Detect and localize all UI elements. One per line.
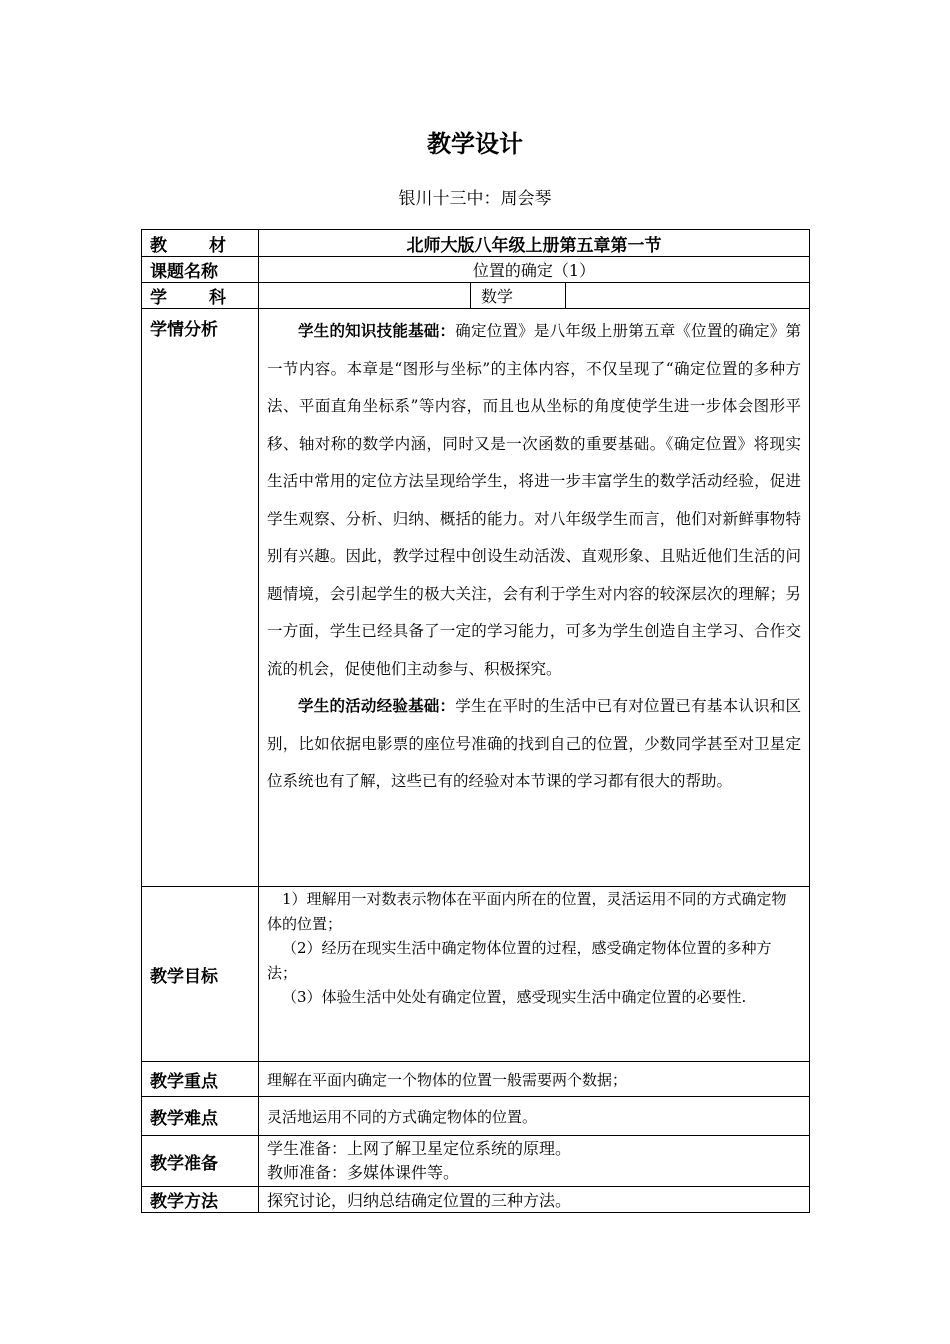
method-value: 探究讨论，归纳总结确定位置的三种方法。 xyxy=(259,1187,810,1213)
row-key-points xyxy=(142,1062,810,1097)
row-difficulties xyxy=(142,1097,810,1136)
key-points-label: 教学重点 xyxy=(142,1062,259,1097)
difficulties-value: 灵活地运用不同的方式确定物体的位置。 xyxy=(259,1097,810,1136)
analysis-paragraph-1-body: 确定位置》是八年级上册第五章《位置的确定》第一节内容。本章是“图形与坐标”的主体内容，不仅呈现了“确定位置的多种方法、平面直角坐标系”等内容，而且也从坐标的角度使学生进一步体会图形平移、轴对称的数学内涵，同时又是一次函数的重要基础。《确定位置》将现实生活中常用的定位方法呈现给学生，将进一步丰富学生的数学活动经验，促进学生观察、分析、归纳、概括的能力。对八年级学生而言，他们对新鲜事物特别有兴趣。因此，教学过程中创设生动活泼、直观形象、且贴近他们生活的问题情境，会引起学生的极大关注，会有利于学生对内容的较深层次的理解；另一方面，学生已经具备了一定的学习能力，可多为学生创造自主学习、合作交流的机会，促使他们主动参与、积极探究。 xyxy=(267,322,802,678)
subject-empty-cell-2 xyxy=(566,283,810,309)
author-line: 银川十三中：周会琴 xyxy=(398,189,552,209)
analysis-paragraph-2 xyxy=(267,688,801,801)
row-analysis xyxy=(142,309,810,887)
analysis-paragraph-1-lead: 学生的知识技能基础： xyxy=(298,322,456,340)
textbook-label-char-1: 教 xyxy=(150,235,167,256)
topic-value: 位置的确定（1） xyxy=(259,257,810,283)
analysis-content xyxy=(259,309,810,887)
lesson-plan-table xyxy=(141,229,810,1213)
textbook-label xyxy=(142,230,259,257)
goals-content xyxy=(259,887,810,1062)
subject-label xyxy=(142,283,259,309)
preparation-content xyxy=(259,1136,810,1187)
difficulties-label: 教学难点 xyxy=(142,1097,259,1136)
goal-item-1: 1）理解用一对数表示物体在平面内所在的位置，灵活运用不同的方式确定物体的位置； xyxy=(267,890,787,933)
subject-value: 数学 xyxy=(471,283,566,309)
subject-label-char-1: 学 xyxy=(150,288,167,308)
row-goals xyxy=(142,887,810,1062)
row-method xyxy=(142,1187,810,1213)
key-points-value: 理解在平面内确定一个物体的位置一般需要两个数据； xyxy=(259,1062,810,1097)
method-label: 教学方法 xyxy=(142,1187,259,1213)
preparation-student: 学生准备：上网了解卫星定位系统的原理。 xyxy=(267,1139,572,1158)
analysis-paragraph-1 xyxy=(267,313,801,688)
row-subject xyxy=(142,283,810,309)
textbook-label-char-2: 材 xyxy=(209,235,226,256)
analysis-paragraph-2-body: 学生在平时的生活中已有对位置已有基本认识和区别，比如依据电影票的座位号准确的找到自己的位置，少数同学甚至对卫星定位系统也有了解，这些已有的经验对本节课的学习都有很大的帮助。 xyxy=(267,697,802,790)
row-topic xyxy=(142,257,810,283)
preparation-label: 教学准备 xyxy=(142,1136,259,1187)
goal-item-2: （2）经历在现实生活中确定物体位置的过程，感受确定物体位置的多种方法； xyxy=(267,939,772,982)
goals-label: 教学目标 xyxy=(142,887,259,1062)
page-title: 教学设计 xyxy=(427,130,523,158)
textbook-value: 北师大版八年级上册第五章第一节 xyxy=(259,230,810,257)
analysis-paragraph-2-lead: 学生的活动经验基础： xyxy=(298,697,456,715)
subject-empty-cell xyxy=(259,283,471,309)
topic-label: 课题名称 xyxy=(142,257,259,283)
preparation-teacher: 教师准备：多媒体课件等。 xyxy=(267,1163,460,1182)
row-preparation xyxy=(142,1136,810,1187)
analysis-label: 学情分析 xyxy=(142,309,259,887)
goal-item-3: （3）体验生活中处处有确定位置，感受现实生活中确定位置的必要性. xyxy=(282,988,747,1006)
subject-label-char-2: 科 xyxy=(209,288,226,308)
row-textbook xyxy=(142,230,810,257)
